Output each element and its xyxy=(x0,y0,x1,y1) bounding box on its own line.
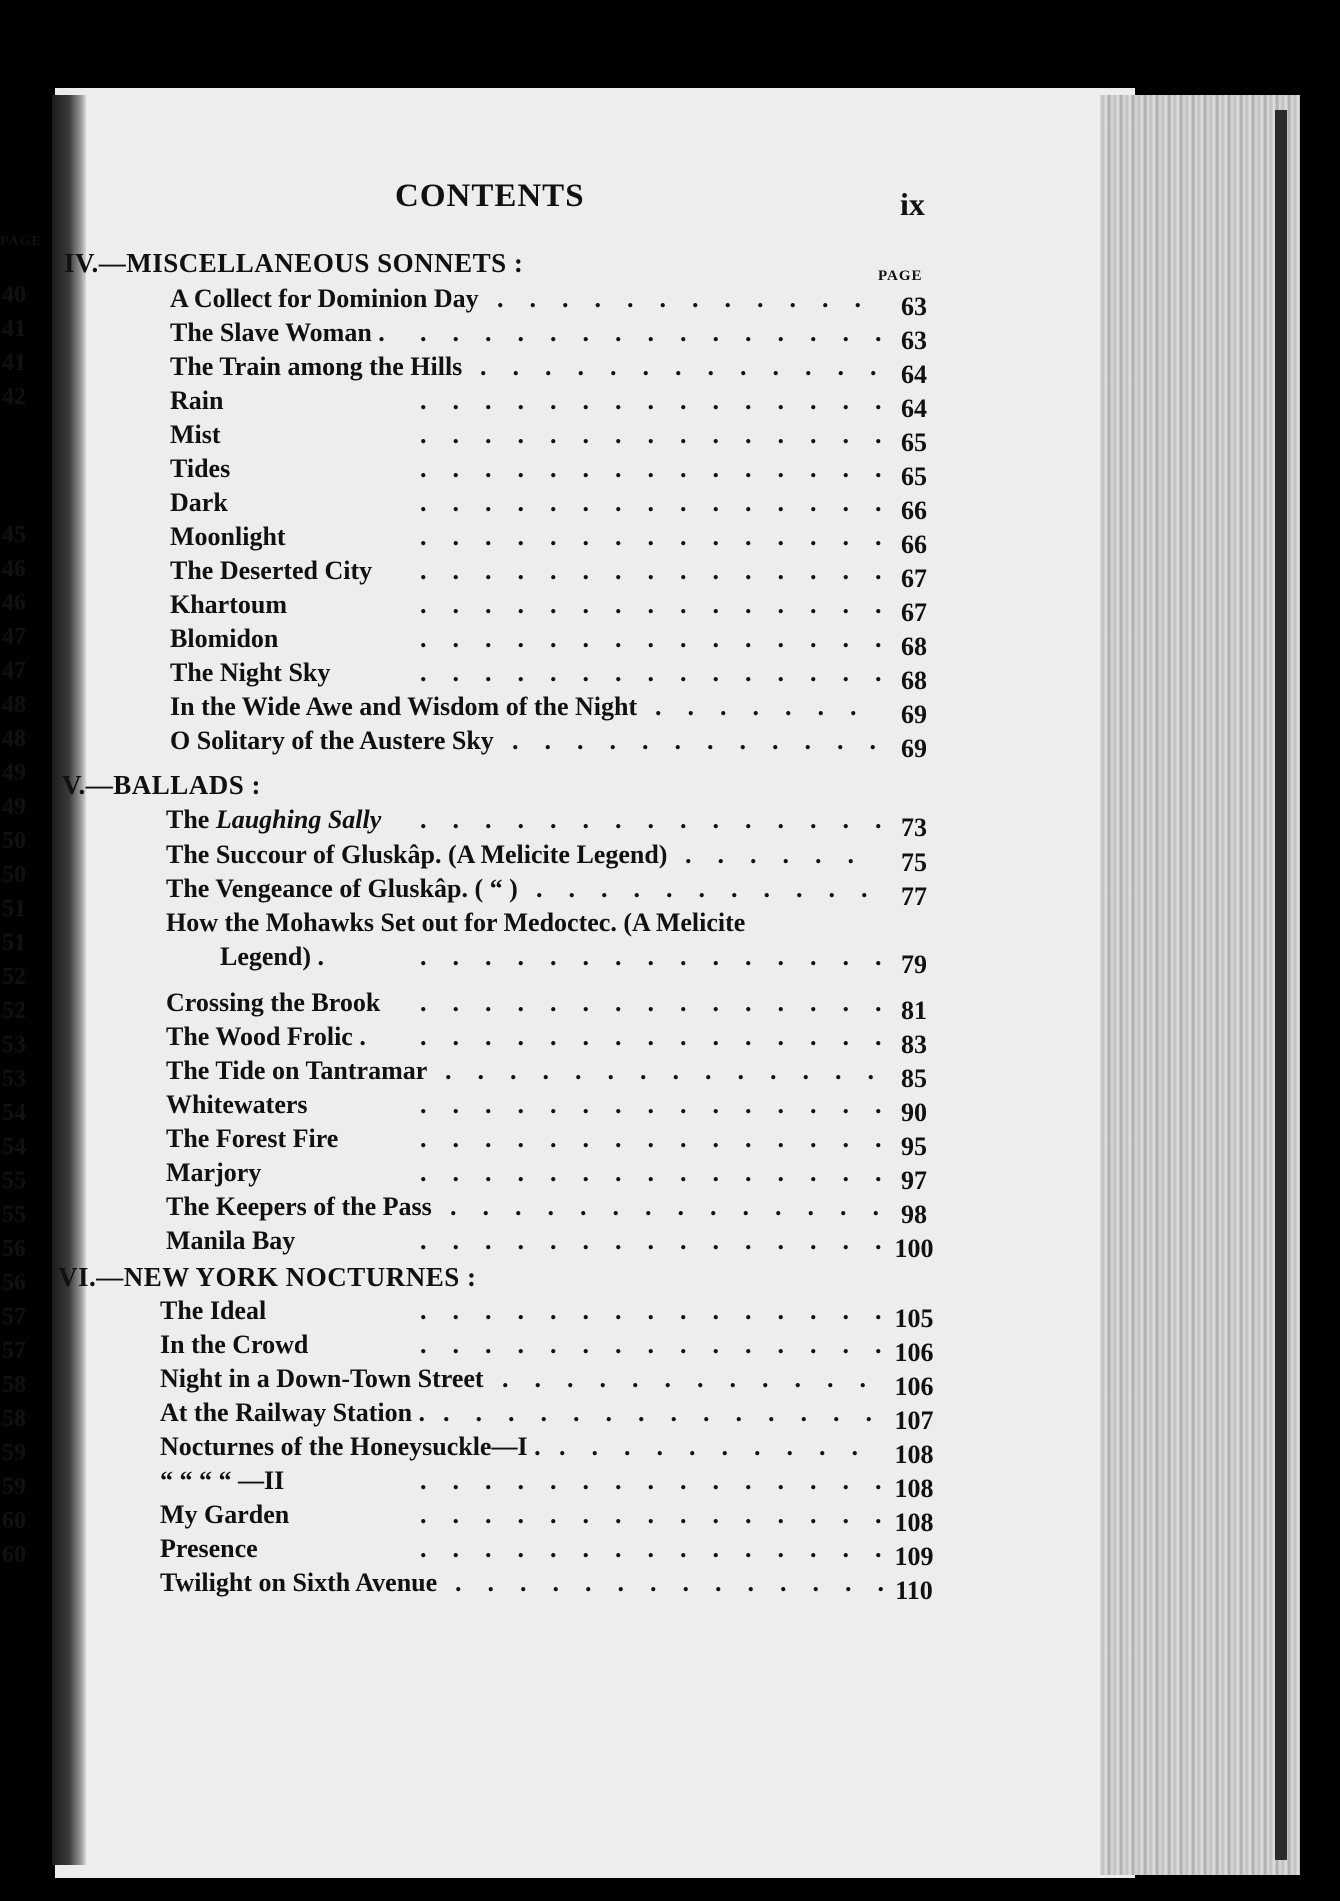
entry-title-text: The xyxy=(166,805,216,834)
leader-dots: . . . . . . . . . . . . . . xyxy=(455,1568,910,1597)
toc-entry-title: Mist xyxy=(170,420,221,449)
leader-dots: . . . . . . . . . . . . . . . xyxy=(420,1226,908,1255)
toc-entry-title: How the Mohawks Set out for Medoctec. (A Melicite xyxy=(166,908,746,937)
section-heading: VI.—NEW YORK NOCTURNES : xyxy=(58,1262,477,1292)
leader-dots: . . . . . . . . . . . . . . . xyxy=(420,1500,908,1529)
leader-dots: . . . . . . . . . . . . . . . xyxy=(420,454,908,483)
leader-dots: . . . . . . xyxy=(685,840,880,869)
toc-entry-title: At the Railway Station . xyxy=(160,1398,426,1427)
left-page-number: 48 xyxy=(2,726,26,752)
section-heading: IV.—MISCELLANEOUS SONNETS : xyxy=(64,248,524,278)
left-page-number: 47 xyxy=(2,658,26,684)
leader-dots: . . . . . . . . . . . . . . . xyxy=(420,318,908,347)
toc-entry-page: 108 xyxy=(894,1474,934,1503)
left-page-number: 41 xyxy=(2,350,26,376)
left-page-number: 46 xyxy=(2,556,26,582)
leader-dots: . . . . . . . . . . . . . . . xyxy=(420,1124,908,1153)
toc-entry-page: 83 xyxy=(901,1030,927,1059)
toc-entry-page: 69 xyxy=(901,734,927,763)
section-heading: V.—BALLADS : xyxy=(62,770,262,800)
leader-dots: . . . . . . . . . . xyxy=(559,1432,884,1461)
leader-dots: . . . . . . . . . . . . . . . xyxy=(420,386,908,415)
left-page-number: 60 xyxy=(2,1508,26,1534)
leader-dots: . . . . . . . . . . . . . . . xyxy=(420,1296,908,1325)
toc-entry-page: 79 xyxy=(901,950,927,979)
gutter-shadow xyxy=(52,95,86,1865)
toc-entry-title: The Night Sky xyxy=(170,658,331,687)
toc-entry-title: Dark xyxy=(170,488,228,517)
left-page-number: 59 xyxy=(2,1440,26,1466)
toc-entry-title: The Slave Woman . xyxy=(170,318,385,347)
leader-dots: . . . . . . . . . . . . . xyxy=(480,352,903,381)
left-page-number: 60 xyxy=(2,1542,26,1568)
left-page-number: 53 xyxy=(2,1032,26,1058)
leader-dots: . . . . . . . . . . . . . . . xyxy=(420,805,908,834)
toc-entry-title: Rain xyxy=(170,386,224,415)
toc-entry-page: 90 xyxy=(901,1098,927,1127)
toc-entry-title: The Tide on Tantramar xyxy=(166,1056,428,1085)
toc-entry-page: 73 xyxy=(901,813,927,842)
toc-entry-title: “ “ “ “ —II xyxy=(160,1466,285,1495)
toc-entry-title: The Succour of Gluskâp. (A Melicite Legend) xyxy=(166,840,668,869)
left-page-number: 48 xyxy=(2,692,26,718)
left-page-number: 50 xyxy=(2,862,26,888)
toc-entry-page: 67 xyxy=(901,564,927,593)
toc-entry-page: 110 xyxy=(895,1576,933,1605)
toc-entry-title: The Train among the Hills xyxy=(170,352,463,381)
left-page-number: 51 xyxy=(2,896,26,922)
toc-entry-page: 66 xyxy=(901,530,927,559)
toc-entry-page: 107 xyxy=(894,1406,934,1435)
toc-entry-title: The Wood Frolic . xyxy=(166,1022,366,1051)
toc-entry-page: 106 xyxy=(894,1372,934,1401)
left-page-number: 52 xyxy=(2,998,26,1024)
left-page-number: 57 xyxy=(2,1304,26,1330)
leader-dots: . . . . . . . . . . . . xyxy=(497,284,887,313)
left-page-number: 56 xyxy=(2,1236,26,1262)
leader-dots: . . . . . . . . . . . . . . . xyxy=(420,420,908,449)
left-page-number: 49 xyxy=(2,760,26,786)
toc-entry-page: 77 xyxy=(901,882,927,911)
leader-dots: . . . . . . . . . . . . . . . xyxy=(420,522,908,551)
left-page-number: 52 xyxy=(2,964,26,990)
page-title: CONTENTS xyxy=(395,178,585,214)
toc-entry-page: 68 xyxy=(901,666,927,695)
toc-entry-page: 68 xyxy=(901,632,927,661)
left-page-label: PAGE xyxy=(0,234,42,249)
toc-entry-title: The Keepers of the Pass xyxy=(166,1192,432,1221)
leader-dots: . . . . . . . . . . . . . . xyxy=(445,1056,900,1085)
toc-entry-page: 63 xyxy=(901,326,927,355)
left-page-number: 50 xyxy=(2,828,26,854)
left-page-number: 45 xyxy=(2,522,26,548)
leader-dots: . . . . . . . . . . . . . . . xyxy=(420,556,908,585)
toc-entry-title: Nocturnes of the Honeysuckle—I . xyxy=(160,1432,541,1461)
left-page-number: 47 xyxy=(2,624,26,650)
page-column-label: PAGE xyxy=(878,268,923,284)
toc-entry-page: 108 xyxy=(894,1508,934,1537)
toc-entry-page: 106 xyxy=(894,1338,934,1367)
leader-dots: . . . . . . . . . . . . xyxy=(512,726,902,755)
toc-entry-page: 64 xyxy=(901,394,927,423)
leader-dots: . . . . . . . . . . . xyxy=(536,874,894,903)
leader-dots: . . . . . . . . . . . . . . . xyxy=(420,488,908,517)
left-page-number: 58 xyxy=(2,1406,26,1432)
toc-entry-page: 97 xyxy=(901,1166,927,1195)
leader-dots: . . . . . . . . . . . . . . . xyxy=(420,1466,908,1495)
left-page-number: 55 xyxy=(2,1168,26,1194)
leader-dots: . . . . . . . . . . . . . . . xyxy=(420,1534,908,1563)
toc-entry-page: 108 xyxy=(894,1440,934,1469)
toc-entry-title: Blomidon xyxy=(170,624,279,653)
toc-entry-title: In the Wide Awe and Wisdom of the Night xyxy=(170,692,638,721)
binding-edge xyxy=(1275,110,1287,1860)
toc-entry-title: Moonlight xyxy=(170,522,286,551)
left-page-number: 54 xyxy=(2,1100,26,1126)
leader-dots: . . . . . . . . . . . . xyxy=(502,1364,892,1393)
toc-entry-page: 64 xyxy=(901,360,927,389)
toc-entry-title: The Ideal xyxy=(160,1296,267,1325)
leader-dots: . . . . . . . . . . . . . . . xyxy=(420,1158,908,1187)
toc-entry-title: Khartoum xyxy=(170,590,287,619)
left-page-number: 54 xyxy=(2,1134,26,1160)
toc-entry-page: 65 xyxy=(901,428,927,457)
toc-entry-title: The Vengeance of Gluskâp. ( “ ) xyxy=(166,874,518,903)
leader-dots: . . . . . . . . . . . . . . . xyxy=(420,942,908,971)
left-page-number: 53 xyxy=(2,1066,26,1092)
left-page-number: 49 xyxy=(2,794,26,820)
toc-entry-title-continued: Legend) . xyxy=(220,942,324,971)
folio: ix xyxy=(900,186,925,222)
left-page-number: 56 xyxy=(2,1270,26,1296)
page-edge xyxy=(1100,95,1300,1875)
toc-entry-title: My Garden xyxy=(160,1500,290,1529)
toc-entry-title: Crossing the Brook xyxy=(166,988,381,1017)
toc-entry-title: A Collect for Dominion Day xyxy=(170,284,479,313)
leader-dots: . . . . . . . . . . . . . . . xyxy=(420,658,908,687)
toc-entry-title: Tides xyxy=(170,454,231,483)
left-page-number: 41 xyxy=(2,316,26,342)
toc-entry-page: 81 xyxy=(901,996,927,1025)
toc-entry-page: 109 xyxy=(894,1542,934,1571)
leader-dots: . . . . . . . . . . . . . . xyxy=(450,1192,905,1221)
leader-dots: . . . . . . . . . . . . . . . xyxy=(420,624,908,653)
left-page-number: 59 xyxy=(2,1474,26,1500)
leader-dots: . . . . . . . . . . . . . . . xyxy=(420,590,908,619)
toc-entry-title xyxy=(166,805,381,835)
toc-entry-title: In the Crowd xyxy=(160,1330,309,1359)
toc-entry-page: 85 xyxy=(901,1064,927,1093)
leader-dots: . . . . . . . . . . . . . . . xyxy=(420,988,908,1017)
toc-entry-title: The Deserted City xyxy=(170,556,373,585)
toc-entry-page: 66 xyxy=(901,496,927,525)
leader-dots: . . . . . . . . . . . . . . . xyxy=(420,1330,908,1359)
toc-entry-page: 100 xyxy=(894,1234,934,1263)
left-page-number: 55 xyxy=(2,1202,26,1228)
leader-dots: . . . . . . . . . . . . . . . xyxy=(420,1022,908,1051)
toc-entry-title: Twilight on Sixth Avenue xyxy=(160,1568,438,1597)
toc-entry-title: Manila Bay xyxy=(166,1226,296,1255)
left-page-number: 51 xyxy=(2,930,26,956)
entry-title-italic: Laughing Sally xyxy=(215,805,382,834)
left-page-number: 46 xyxy=(2,590,26,616)
left-page-number: 40 xyxy=(2,282,26,308)
toc-entry-title: O Solitary of the Austere Sky xyxy=(170,726,494,755)
toc-entry-page: 63 xyxy=(901,292,927,321)
toc-entry-page: 75 xyxy=(901,848,927,877)
toc-entry-page: 95 xyxy=(901,1132,927,1161)
leader-dots: . . . . . . . xyxy=(655,692,883,721)
toc-entry-title: Marjory xyxy=(166,1158,262,1187)
left-page-number: 42 xyxy=(2,384,26,410)
toc-entry-page: 65 xyxy=(901,462,927,491)
toc-entry-page: 69 xyxy=(901,700,927,729)
toc-entry-page: 98 xyxy=(901,1200,927,1229)
left-page-number: 58 xyxy=(2,1372,26,1398)
toc-entry-title: The Forest Fire xyxy=(166,1124,339,1153)
toc-entry-page: 105 xyxy=(894,1304,934,1333)
toc-entry-page: 67 xyxy=(901,598,927,627)
left-page-number: 57 xyxy=(2,1338,26,1364)
leader-dots: . . . . . . . . . . . . . . . xyxy=(420,1090,908,1119)
toc-entry-title: Night in a Down-Town Street xyxy=(160,1364,484,1393)
toc-entry-title: Presence xyxy=(160,1534,258,1563)
leader-dots: . . . . . . . . . . . . . . xyxy=(443,1398,898,1427)
toc-entry-title: Whitewaters xyxy=(166,1090,308,1119)
